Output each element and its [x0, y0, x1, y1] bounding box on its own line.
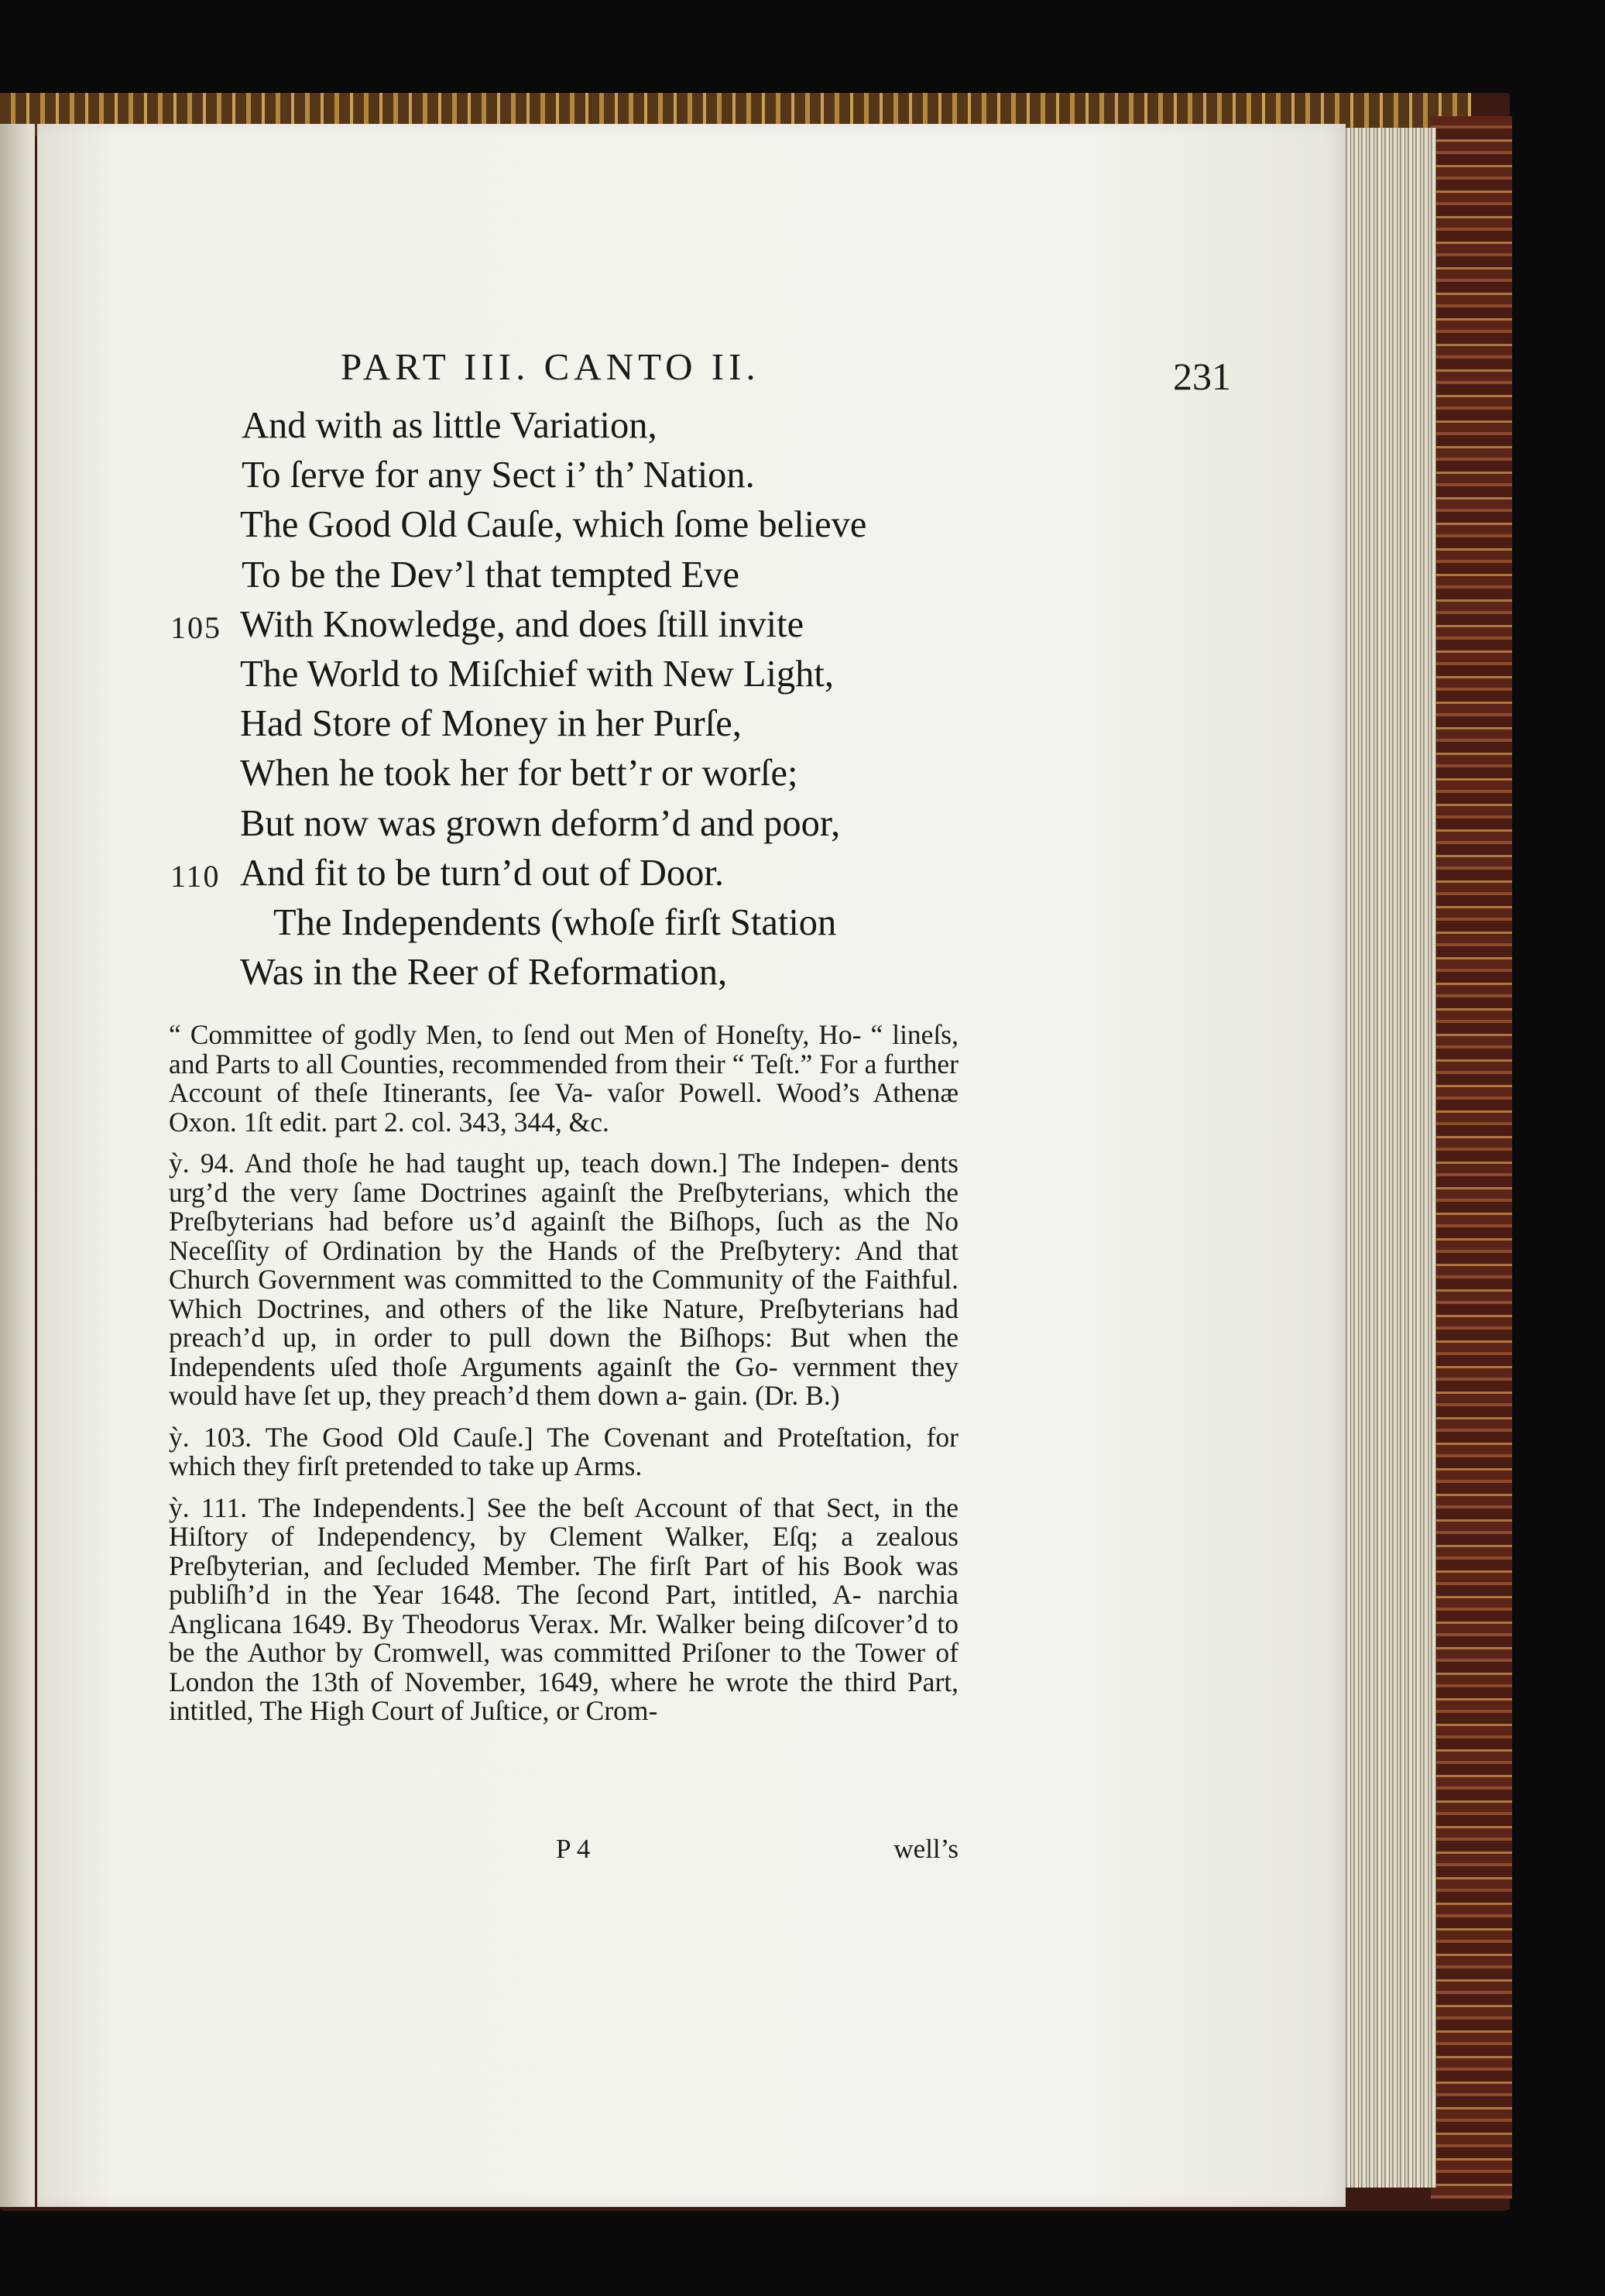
- verse-line: [170, 699, 1177, 749]
- verse-line: [170, 849, 1177, 898]
- page-header: [341, 345, 1231, 399]
- footnote: ỳ. 111. The Independents.] See the beſt Account of that Sect, in the Hiſtory of Independency, by Clement Walker, Eſq; a zealous Preſbyterian, and ſecluded Member. The firſt Part of his Book was publiſh’d in the Year 1648. The ſecond Part, intitled, A- narchia Anglicana 1649. By Theodorus Verax. Mr. Walker being diſcover’d to be the Author by Cromwell, was committed Priſoner to the Tower of London the 13th of November, 1649, where he wrote the third Part, intitled, The High Court of Juſtice, or Crom-: [169, 1491, 959, 1726]
- verse-text: To ſerve for any Sect i’ th’ Nation.: [242, 455, 755, 496]
- line-number: 110: [170, 858, 221, 894]
- verse-text: The Independents (whoſe firſt Station: [273, 901, 837, 943]
- verse-line: [170, 749, 1177, 798]
- footnote: “ Committee of godly Men, to ſend out Men of Honeſty, Ho- “ lineſs, and Parts to all Counties, recommended from their “ Teſt.” For a further Account of theſe Itinerants, ſee Va- vaſor Powell. Wood’s Athenæ Oxon. 1ſt edit. part 2. col. 343, 344, &c.: [169, 1019, 959, 1138]
- page-edges: [1336, 128, 1436, 2188]
- footnote: ỳ. 94. And thoſe he had taught up, teach down.] The Indepen- dents urg’d the very ſame Doctrines againſt the Preſbyterians, which the Preſbyterians had before us’d againſt the Biſhops, ſuch as the No Neceſſity of Ordination by the Hands of the Preſbytery: And that Church Government was committed to the Community of the Faithful. Which Doctrines, and others of the like Nature, Preſbyterians had preach’d up, in order to pull down the Biſhops: But when the Independents uſed thoſe Arguments againſt the Go- vernment they would have ſet up, they preach’d them down a- gain. (Dr. B.): [169, 1148, 959, 1411]
- verse-line: [170, 799, 1177, 849]
- verse-text: When he took her for bett’r or worſe;: [240, 753, 798, 795]
- verse-line: [170, 948, 1177, 997]
- book-spine: [1431, 116, 1512, 2199]
- verse-line: [170, 898, 1177, 948]
- page-number: 231: [1173, 355, 1231, 398]
- verse-line: [170, 500, 1177, 550]
- verse-block: [170, 401, 1177, 997]
- verse-text: With Knowledge, and does ſtill invite: [240, 603, 804, 645]
- verse-text: To be the Dev’l that tempted Eve: [242, 554, 740, 595]
- line-number: 105: [170, 609, 221, 645]
- verse-line: [170, 401, 1177, 451]
- catchword: well’s: [893, 1834, 959, 1864]
- verse-line: [170, 650, 1177, 699]
- verse-text: But now was grown deform’d and poor,: [240, 802, 841, 844]
- footnote: ỳ. 103. The Good Old Cauſe.] The Covenant and Proteſtation, for which they firſt pretended to take up Arms.: [169, 1421, 959, 1481]
- verse-line: [170, 551, 1177, 600]
- verse-line: [170, 451, 1177, 500]
- verse-line: [170, 600, 1177, 650]
- verse-text: The World to Miſchief with New Light,: [240, 653, 835, 695]
- verse-text: And fit to be turn’d out of Door.: [240, 852, 725, 894]
- left-page-edge: [0, 124, 35, 2207]
- verse-text: Had Store of Money in her Purſe,: [240, 703, 742, 745]
- signature-mark: P 4: [556, 1834, 591, 1864]
- page-footer: [169, 1834, 959, 1865]
- verse-text: And with as little Variation,: [242, 405, 657, 446]
- footnotes: [169, 1021, 959, 1738]
- running-head: PART III. CANTO II.: [341, 345, 760, 388]
- verse-text: Was in the Reer of Reformation,: [240, 952, 728, 994]
- verse-text: The Good Old Cauſe, which ſome believe: [240, 504, 867, 546]
